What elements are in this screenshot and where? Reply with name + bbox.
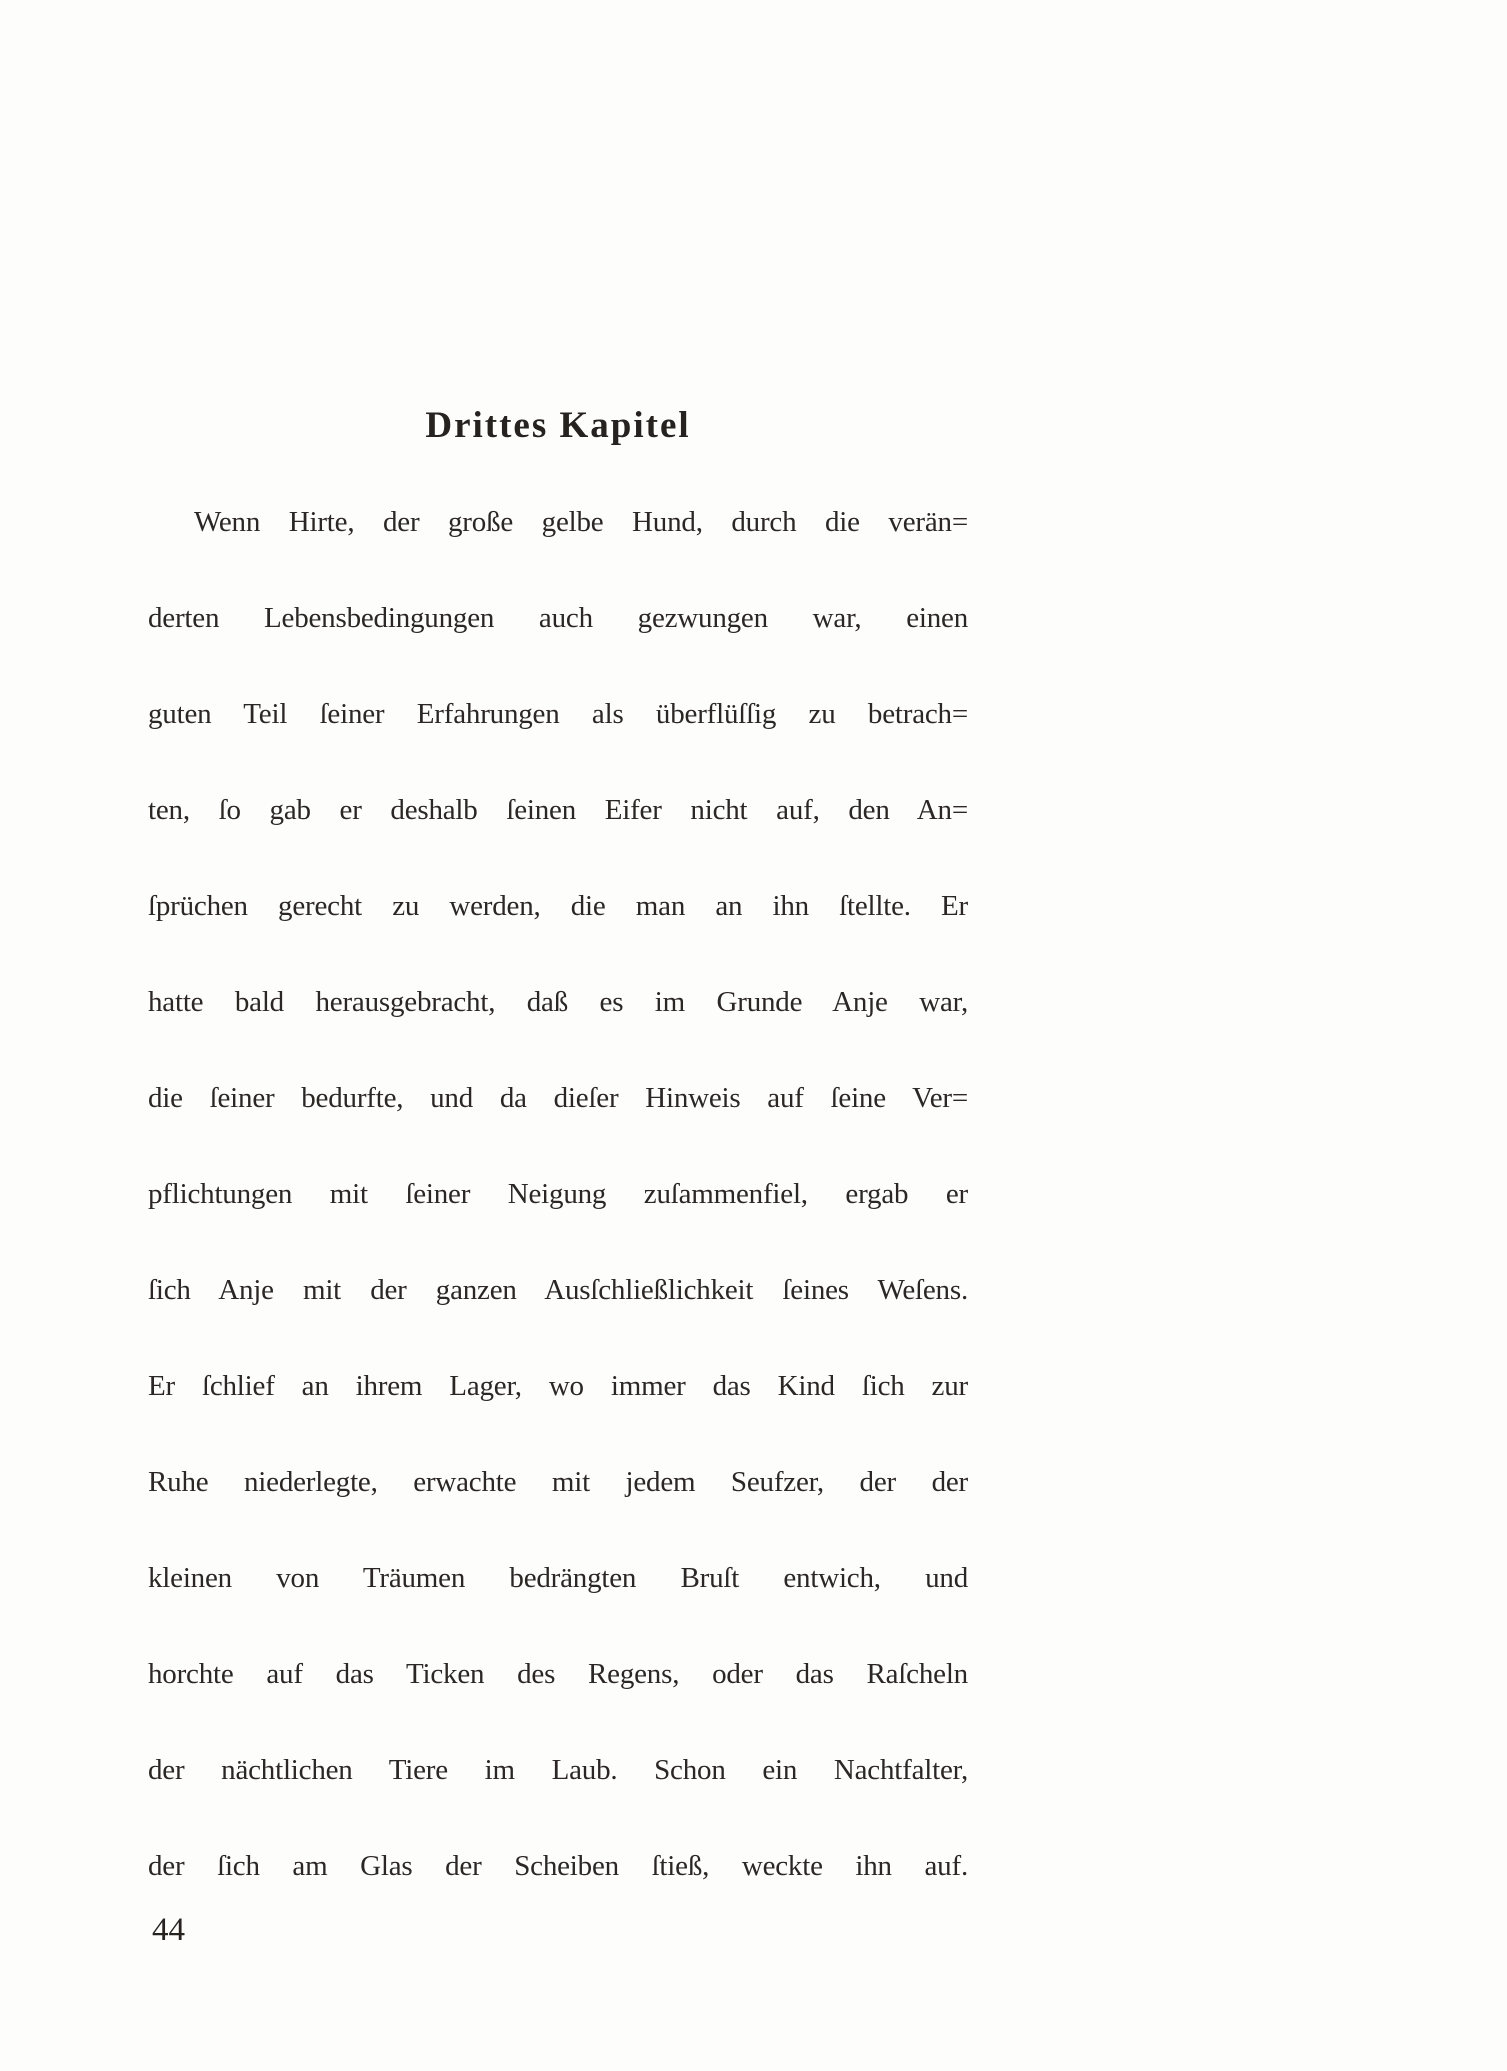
text-line: Wenn Hirte, der große gelbe Hund, durch die verän= [194, 506, 968, 538]
text-line: ſprüchen gerecht zu werden, die man an ihn ſtellte. Er [148, 890, 968, 922]
text-line: ten, ſo gab er deshalb ſeinen Eifer nicht auf, den An= [148, 794, 968, 826]
text-line: guten Teil ſeiner Erfahrungen als überflüſſig zu betrach= [148, 698, 968, 730]
text-line: Ruhe niederlegte, erwachte mit jedem Seufzer, der der [148, 1466, 968, 1498]
text-line: horchte auf das Ticken des Regens, oder das Raſcheln [148, 1658, 968, 1690]
text-line: hatte bald herausgebracht, daß es im Grunde Anje war, [148, 986, 968, 1018]
chapter-title: Drittes Kapitel [425, 405, 691, 446]
text-line: der ſich am Glas der Scheiben ſtieß, weckte ihn auf. [148, 1850, 968, 1882]
text-line: derten Lebensbedingungen auch gezwungen war, einen [148, 602, 968, 634]
text-line: ſich Anje mit der ganzen Ausſchließlichkeit ſeines Weſens. [148, 1274, 968, 1306]
page-number: 44 [152, 1912, 185, 1948]
text-line: pflichtungen mit ſeiner Neigung zuſammenfiel, ergab er [148, 1178, 968, 1210]
text-line: der nächtlichen Tiere im Laub. Schon ein Nachtfalter, [148, 1754, 968, 1786]
text-line: kleinen von Träumen bedrängten Bruſt entwich, und [148, 1562, 968, 1594]
text-line: Er ſchlief an ihrem Lager, wo immer das Kind ſich zur [148, 1370, 968, 1402]
text-line: die ſeiner bedurfte, und da dieſer Hinweis auf ſeine Ver= [148, 1082, 968, 1114]
body-text [148, 474, 968, 1914]
